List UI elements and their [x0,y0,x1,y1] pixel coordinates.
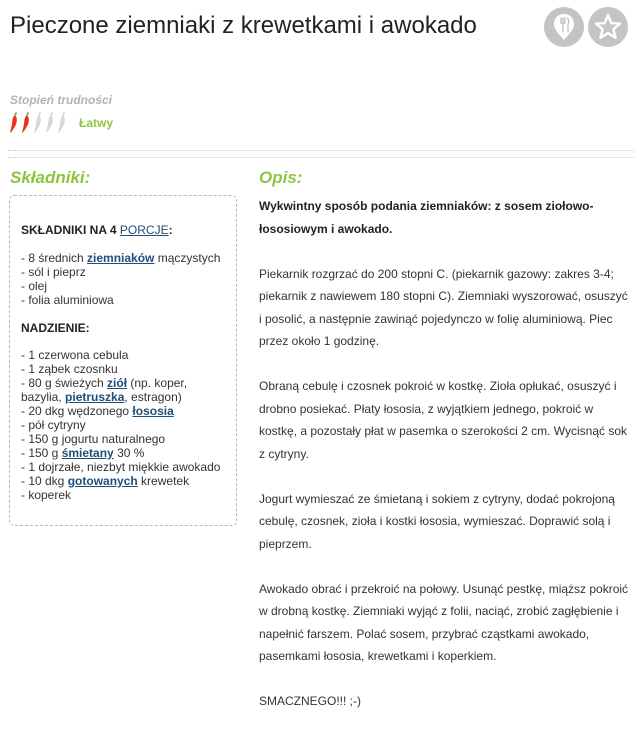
ingredient-item: - 1 ząbek czosnku [21,362,118,376]
description-paragraph: Obraną cebulę i czosnek pokroić w kostkę. Zioła opłukać, osuszyć i drobno posiekać. Płaty łososia, z wyjątkiem jednego, pokroić w kostkę, a pozostały płat w pasemka o szerokości 2 cm. Wycisnąć sok z cytryny. [259,379,628,461]
ingredient-link[interactable]: łososia [132,404,174,418]
filling-list [21,348,231,502]
ingredient-item: - 150 g śmietany 30 % [21,446,145,460]
ingredients-heading: Składniki: [10,168,91,187]
description-paragraph: Jogurt wymieszać ze śmietaną i sokiem z cytryny, dodać pokrojoną cebulę, czosnek, zioła i kostki łososia, wymieszać. Doprawić solą i pieprzem. [259,491,615,551]
ingredients-box [9,195,237,526]
pepper-icon [46,113,53,134]
ingredient-link[interactable]: śmietany [61,446,114,460]
ingredient-item: - 20 dkg wędzonego łososia [21,404,174,418]
divider [8,150,634,151]
ingredient-item: - pół cytryny [21,418,86,432]
ingredient-link[interactable]: ziół [107,376,128,390]
description-body [259,195,631,735]
ingredient-item: - 10 dkg gotowanych krewetek [21,474,190,488]
servings-link[interactable]: PORCJE [119,223,169,237]
ingredient-item: - 1 czerwona cebula [21,348,129,362]
description-paragraph: SMACZNEGO!!! ;-) [259,694,361,708]
description-heading: Opis: [259,168,303,187]
ingredient-item: - folia aluminiowa [21,293,114,307]
ingredient-item: - 8 średnich ziemniaków mączystych [21,251,221,265]
ingredient-item: - koperek [21,488,72,502]
pepper-icon [58,113,65,134]
ingredients-list [21,251,231,307]
recipe-title: Pieczone ziemniaki z krewetkami i awokado [10,12,477,39]
description-lead: Wykwintny sposób podania ziemniaków: z sosem ziołowo-łososiowym i awokado. [259,199,594,236]
ingredient-item: - 80 g świeżych ziół (np. koper, bazylia, pietruszka, estragon) [21,376,188,404]
ingredient-link[interactable]: gotowanych [67,474,138,488]
pepper-icon [34,113,41,134]
description-paragraph: Piekarnik rozgrzać do 200 stopni C. (piekarnik gazowy: zakres 3-4; piekarnik z nawiewem 180 stopni C). Ziemniaki wyszorować, osuszyć i posolić, a następnie zawinąć pojedynczo w folię aluminiową. Piec przez około 1 godzinę. [259,266,628,348]
add-to-cookbook-button[interactable] [544,7,584,47]
pepper-icon [10,113,17,134]
ingredient-item: - sól i pieprz [21,265,86,279]
ingredient-item: - 1 dojrzałe, niezbyt miękkie awokado [21,460,221,474]
star-icon [594,13,622,41]
ingredient-item: - olej [21,279,48,293]
ingredient-item: - 150 g jogurtu naturalnego [21,432,166,446]
description-paragraph: Awokado obrać i przekroić na połowy. Usunąć pestkę, miąższ pokroić w drobną kostkę. Ziemniaki wyjąć z folii, naciąć, zrobić zagłębienie i napełnić farszem. Polać sosem, przybrać cząstkami awokado, pasemkami łososia, krewetkami i koperkiem. [259,581,629,663]
pepper-icon [22,113,29,134]
difficulty-label: Stopień trudności [10,93,112,107]
favorite-button[interactable] [588,7,628,47]
fork-pin-icon [552,13,576,41]
ingredient-link[interactable]: ziemniaków [87,251,155,265]
servings-heading: SKŁADNIKI NA 4 PORCJE: [21,223,173,237]
divider [8,157,634,158]
ingredient-link[interactable]: pietruszka [65,390,125,404]
difficulty-rating [8,112,72,134]
filling-heading: NADZIENIE: [21,321,90,335]
difficulty-value: Łatwy [79,116,114,130]
